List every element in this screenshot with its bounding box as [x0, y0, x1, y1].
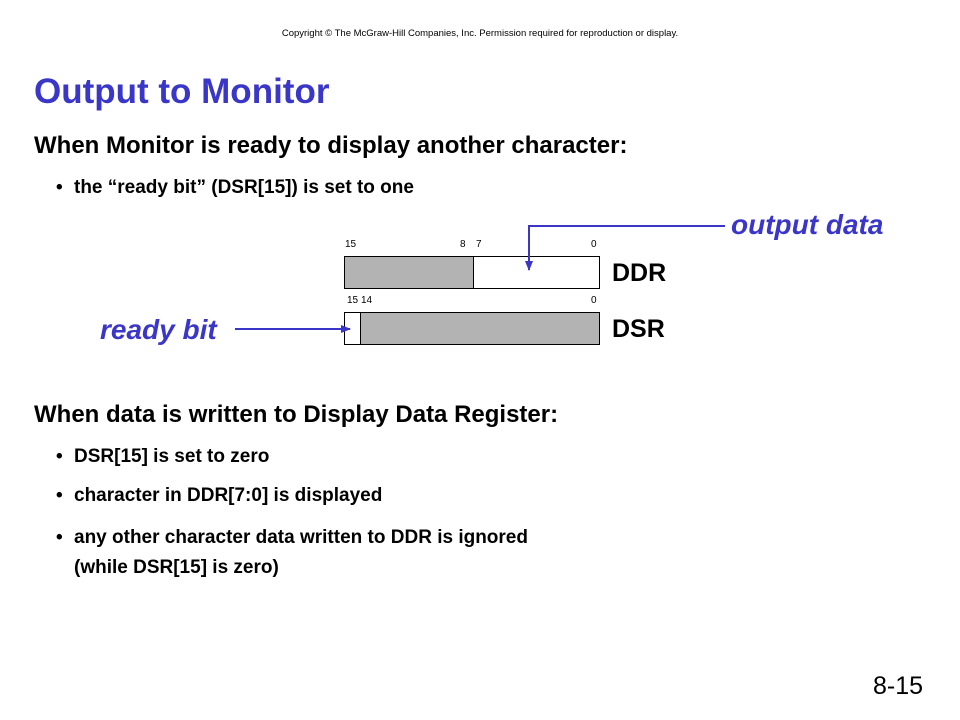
slide-number: 8-15 — [873, 672, 924, 700]
bullet-text: character in DDR[7:0] is displayed — [74, 485, 383, 506]
ddr-tick-7: 7 — [476, 239, 482, 250]
ddr-tick-15: 15 — [345, 239, 357, 250]
dsr-tick-14: 14 — [361, 295, 373, 306]
section-heading-2: When data is written to Display Data Register: — [34, 401, 559, 428]
bullet-dot: • — [56, 527, 63, 548]
output-data-arrow — [529, 226, 725, 270]
dsr-label: DSR — [612, 315, 665, 343]
section-heading-1: When Monitor is ready to display another character: — [34, 132, 628, 159]
copyright-notice: Copyright © The McGraw-Hill Companies, Inc. Permission required for reproduction or display. — [281, 28, 679, 39]
bullet-dot: • — [56, 177, 63, 198]
dsr-tick-0: 0 — [591, 295, 597, 306]
bullet-text: DSR[15] is set to zero — [74, 446, 270, 467]
bullet-text: the “ready bit” (DSR[15]) is set to one — [74, 177, 414, 198]
bullet-item — [56, 523, 528, 583]
bullet-text: any other character data written to DDR is ignored — [74, 527, 528, 548]
bullet-item — [56, 485, 383, 507]
bullet-dot: • — [56, 446, 63, 467]
ddr-label: DDR — [612, 259, 667, 287]
bullet-dot: • — [56, 485, 63, 506]
ddr-tick-0: 0 — [591, 239, 597, 250]
dsr-tick-15: 15 — [347, 295, 359, 306]
ddr-tick-8: 8 — [460, 239, 466, 250]
slide-title: Output to Monitor — [34, 72, 330, 111]
bullet-item — [56, 446, 270, 468]
ready-bit-label: ready bit — [100, 314, 217, 345]
bullet-text-continuation: (while DSR[15] is zero) — [74, 557, 279, 578]
output-data-label: output data — [731, 209, 884, 240]
